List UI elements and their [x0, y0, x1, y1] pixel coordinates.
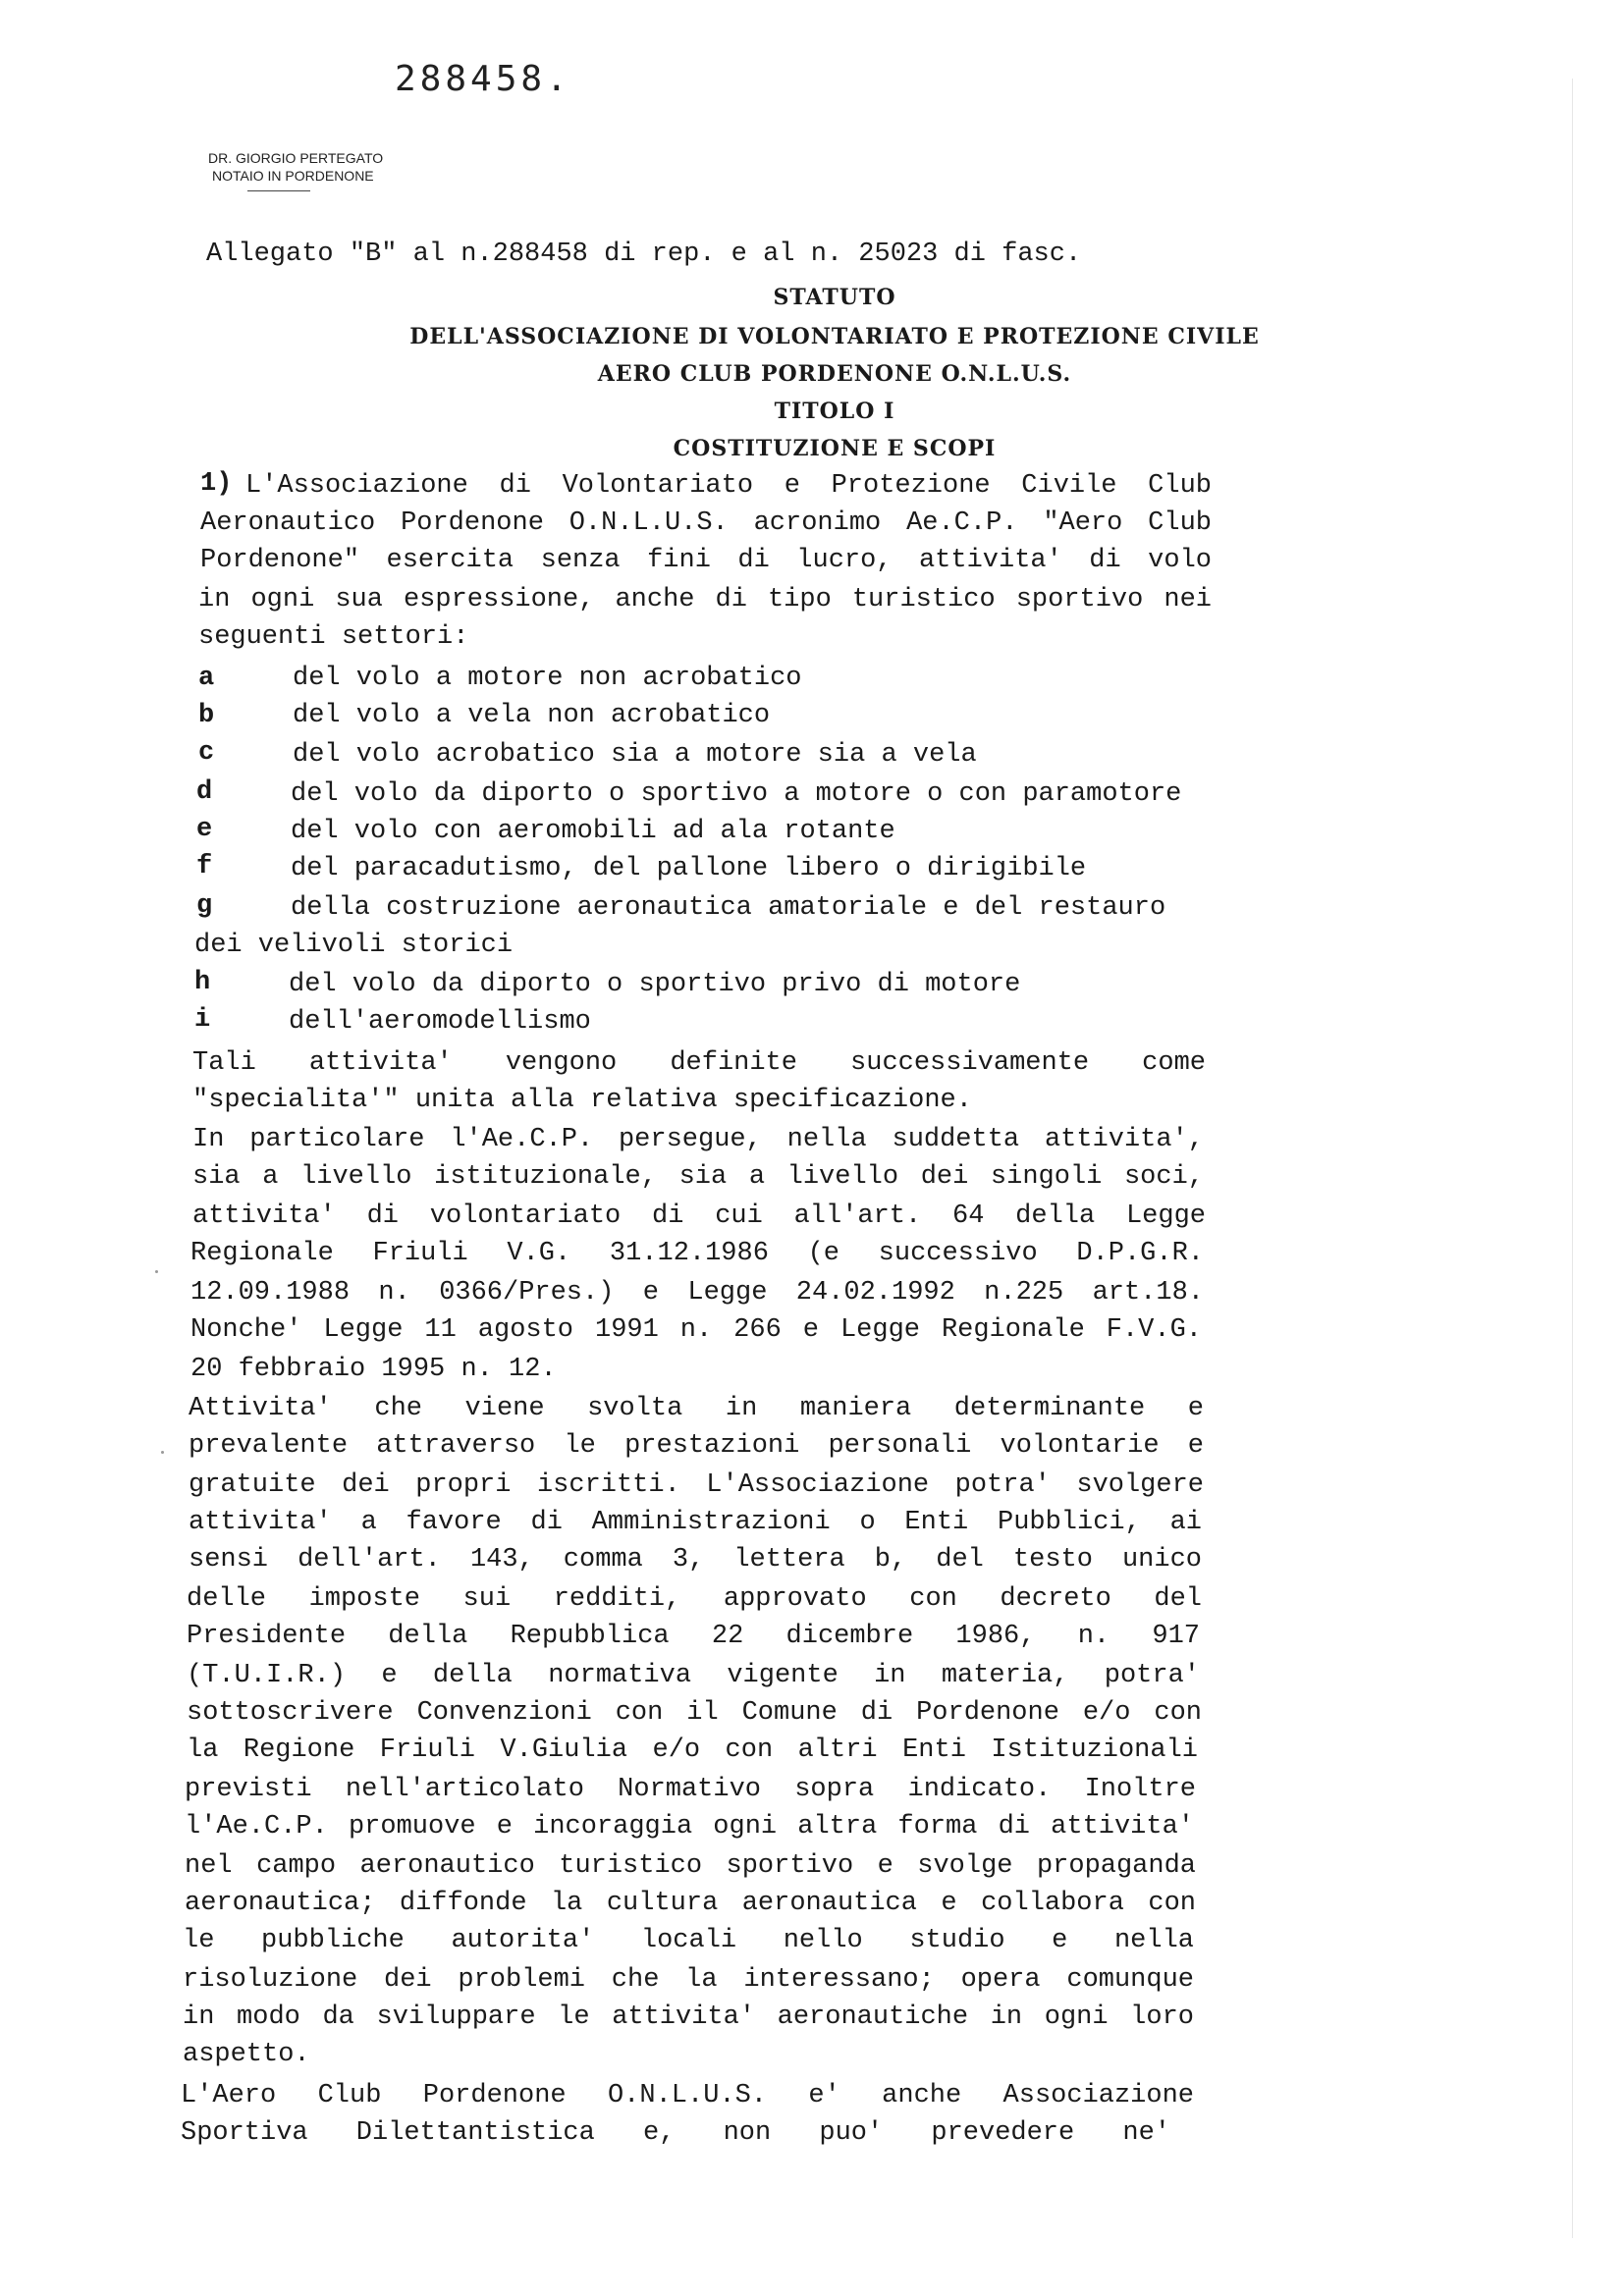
scan-speck	[161, 1451, 164, 1454]
list-item: della costruzione aeronautica amatoriale e del restauro	[291, 893, 1166, 923]
scan-speck	[155, 1270, 158, 1273]
list-letter: g	[196, 891, 213, 921]
list-letter: f	[196, 852, 213, 881]
paragraph-line: sensi dell'art. 143, comma 3, lettera b, del testo unico	[189, 1545, 1202, 1575]
list-item: del volo da diporto o sportivo privo di motore	[289, 970, 1021, 999]
list-letter: d	[196, 777, 213, 807]
paragraph-line: Aeronautico Pordenone O.N.L.U.S. acronimo Ae.C.P. "Aero Club	[200, 508, 1212, 538]
list-letter: c	[198, 738, 215, 768]
paragraph-line: Nonche' Legge 11 agosto 1991 n. 266 e Legge Regionale F.V.G.	[190, 1315, 1202, 1345]
list-letter: e	[196, 815, 213, 844]
paragraph-line: prevalente attraverso le prestazioni personali volontarie e	[189, 1431, 1204, 1461]
list-item: dell'aeromodellismo	[289, 1007, 591, 1037]
list-item: del paracadutismo, del pallone libero o dirigibile	[291, 854, 1087, 883]
paragraph-line: aeronautica; diffonde la cultura aeronautica e collabora con	[185, 1889, 1196, 1918]
list-letter: h	[194, 968, 211, 997]
paragraph-line: Presidente della Repubblica 22 dicembre 1986, n. 917	[187, 1622, 1200, 1651]
article-number: 1)	[200, 469, 233, 499]
paragraph-line: nel campo aeronautico turistico sportivo e svolge propaganda	[185, 1851, 1196, 1881]
paragraph-line: attivita' di volontariato di cui all'art. 64 della Legge	[192, 1201, 1206, 1231]
paragraph-line: 12.09.1988 n. 0366/Pres.) e Legge 24.02.1992 n.225 art.18.	[190, 1278, 1204, 1308]
repertory-number-stamp: 288458.	[395, 59, 571, 99]
paragraph-line: seguenti settori:	[198, 622, 469, 652]
title-titolo: TITOLO I	[774, 399, 895, 424]
paragraph-line: 20 febbraio 1995 n. 12.	[190, 1355, 557, 1384]
title-statuto: STATUTO	[773, 285, 896, 310]
paragraph-line: L'Aero Club Pordenone O.N.L.U.S. e' anche Associazione	[181, 2081, 1194, 2110]
paragraph-line: (T.U.I.R.) e della normativa vigente in materia, potra'	[187, 1661, 1200, 1690]
notary-underline	[247, 190, 310, 191]
paragraph-line: gratuite dei propri iscritti. L'Associazione potra' svolgere	[189, 1470, 1204, 1500]
paragraph-line: Sportiva Dilettantistica e, non puo' prevedere ne'	[181, 2118, 1170, 2148]
list-letter: a	[198, 664, 215, 693]
title-association: DELL'ASSOCIAZIONE DI VOLONTARIATO E PROTEZIONE CIVILE	[409, 324, 1260, 349]
paragraph-line: delle imposte sui redditi, approvato con decreto del	[187, 1584, 1202, 1614]
list-item: del volo a vela non acrobatico	[293, 701, 771, 730]
list-letter: i	[194, 1005, 211, 1035]
list-item: del volo acrobatico sia a motore sia a vela	[293, 740, 977, 770]
paragraph-line: aspetto.	[183, 2040, 310, 2069]
paragraph-line: in modo da sviluppare le attivita' aeronautiche in ogni loro	[183, 2002, 1194, 2032]
list-item: del volo a motore non acrobatico	[293, 664, 802, 693]
paragraph-line: Regionale Friuli V.G. 31.12.1986 (e successivo D.P.G.R.	[190, 1239, 1204, 1268]
paragraph-line: in ogni sua espressione, anche di tipo turistico sportivo nei	[198, 585, 1212, 614]
paragraph-line: l'Ae.C.P. promuove e incoraggia ogni altra forma di attivita'	[185, 1812, 1194, 1842]
paragraph-line: sia a livello istituzionale, sia a livello dei singoli soci,	[192, 1162, 1204, 1192]
paragraph-line: sottoscrivere Convenzioni con il Comune di Pordenone e/o con	[187, 1698, 1202, 1728]
title-club-name: AERO CLUB PORDENONE O.N.L.U.S.	[597, 361, 1072, 387]
notary-name: DR. GIORGIO PERTEGATO	[208, 150, 384, 166]
paragraph-line: In particolare l'Ae.C.P. persegue, nella suddetta attivita',	[192, 1125, 1204, 1154]
notary-header	[208, 149, 383, 191]
paragraph-line: Attivita' che viene svolta in maniera determinante e	[189, 1394, 1204, 1423]
list-item: del volo con aeromobili ad ala rotante	[291, 817, 895, 846]
title-costituzione: COSTITUZIONE E SCOPI	[673, 436, 997, 461]
paragraph-line: la Regione Friuli V.Giulia e/o con altri Enti Istituzionali	[187, 1735, 1198, 1765]
paragraph-line: Pordenone" esercita senza fini di lucro, attivita' di volo	[200, 546, 1212, 575]
paragraph-line: L'Associazione di Volontariato e Protezione Civile Club	[245, 471, 1212, 501]
paragraph-line: "specialita'" unita alla relativa specificazione.	[192, 1086, 972, 1115]
paragraph-line: attivita' a favore di Amministrazioni o Enti Pubblici, ai	[189, 1508, 1202, 1537]
notary-location: NOTAIO IN PORDENONE	[212, 168, 374, 184]
paragraph-line: risoluzione dei problemi che la interessano; opera comunque	[183, 1965, 1194, 1995]
list-letter: b	[198, 701, 215, 730]
paragraph-line: previsti nell'articolato Normativo sopra indicato. Inoltre	[185, 1775, 1196, 1804]
paragraph-line: Tali attivita' vengono definite successivamente come	[192, 1048, 1206, 1078]
list-item: del volo da diporto o sportivo a motore o con paramotore	[291, 779, 1182, 809]
allegato-line: Allegato "B" al n.288458 di rep. e al n. 25023 di fasc.	[206, 240, 1082, 269]
list-item-continuation: dei velivoli storici	[194, 931, 514, 960]
paragraph-line: le pubbliche autorita' locali nello studio e nella	[183, 1926, 1194, 1955]
